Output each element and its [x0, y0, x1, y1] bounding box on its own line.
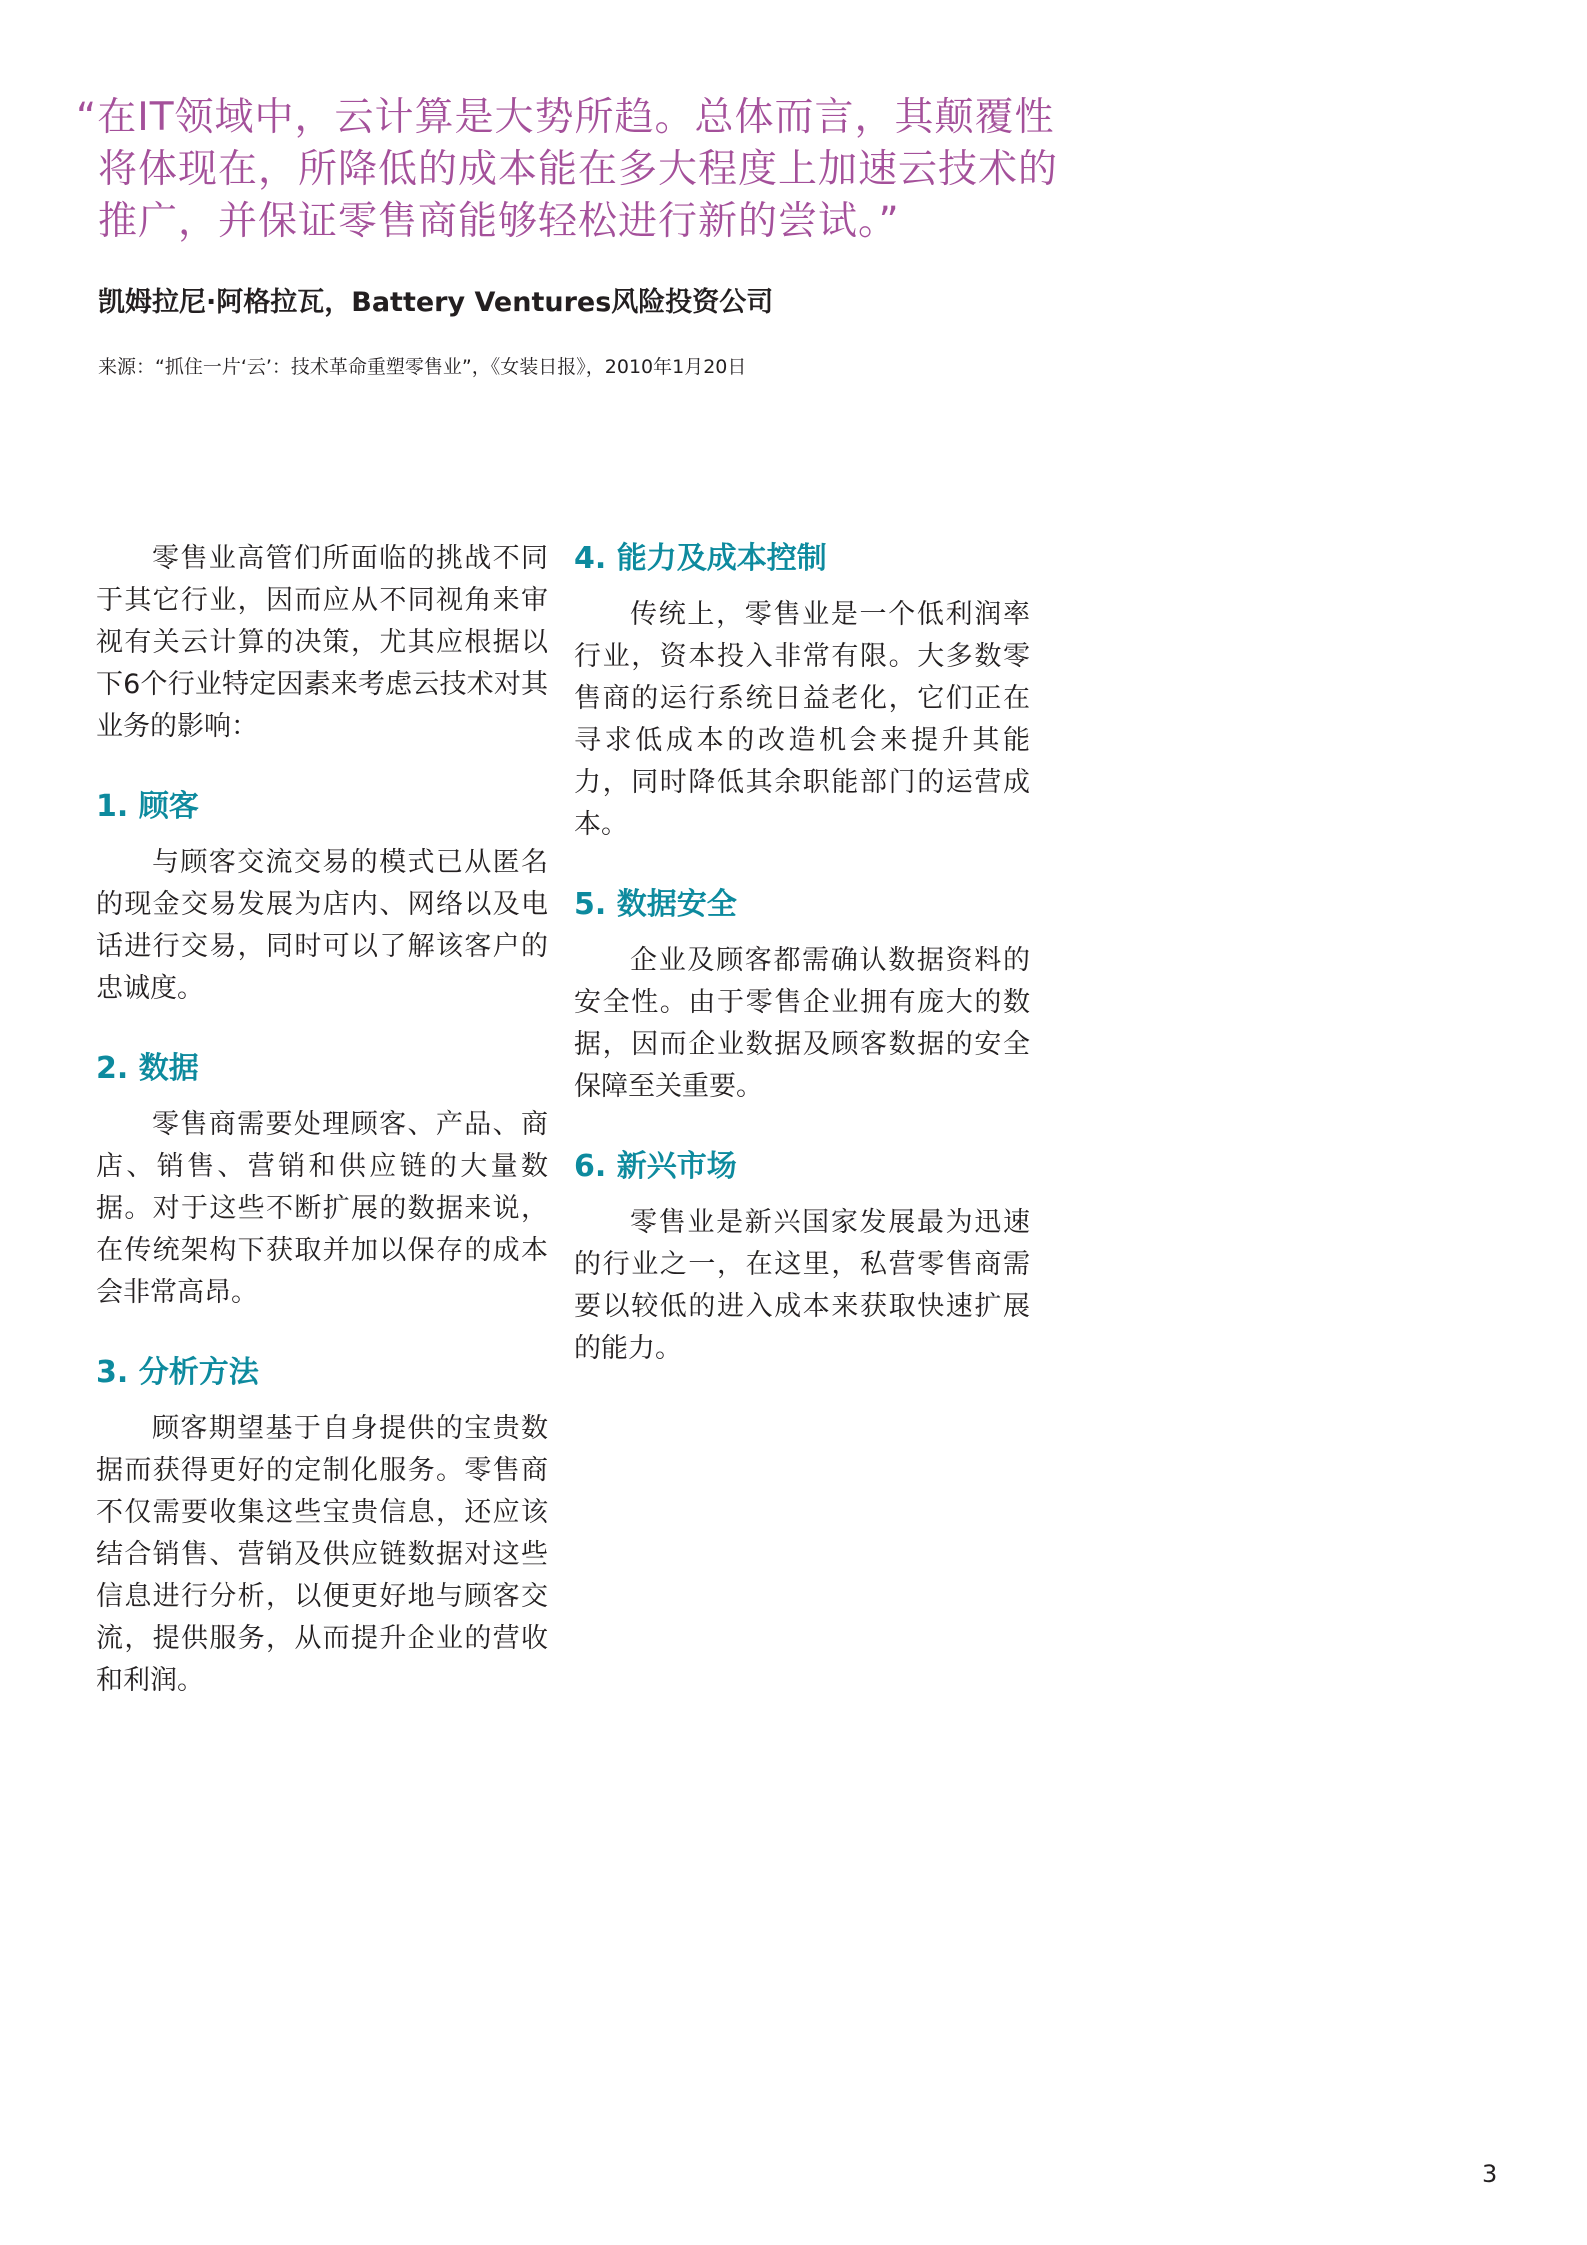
quote-line-2: 将体现在，所降低的成本能在多大程度上加速云技术的: [98, 147, 1059, 192]
intro-paragraph: 零售业高管们所面临的挑战不同于其它行业，因而应从不同视角来审视有关云计算的决策，尤其应根据以下6个行业特定因素来考虑云技术对其业务的影响：: [96, 543, 548, 742]
quote-attribution: 凯姆拉尼·阿格拉瓦，Battery Ventures风险投资公司: [98, 287, 774, 318]
section-heading-data: 2. 数据: [96, 1051, 199, 1086]
section-heading-emerging-markets: 6. 新兴市场: [574, 1149, 737, 1184]
left-column: [96, 540, 548, 1740]
pull-quote: [76, 92, 1059, 248]
section-heading-analytics: 3. 分析方法: [96, 1355, 259, 1390]
section-heading-data-security: 5. 数据安全: [574, 887, 737, 922]
page-number: 3: [1482, 2160, 1498, 2188]
section-body-data-security: 企业及顾客都需确认数据资料的安全性。由于零售企业拥有庞大的数据，因而企业数据及顾客数据的安全保障至关重要。: [574, 945, 1030, 1102]
section-body-customers: 与顾客交流交易的模式已从匿名的现金交易发展为店内、网络以及电话进行交易，同时可以了解该客户的忠诚度。: [96, 847, 548, 1004]
quote-line-1: “在IT领域中，云计算是大势所趋。总体而言，其颠覆性: [76, 95, 1055, 140]
section-body-analytics: 顾客期望基于自身提供的宝贵数据而获得更好的定制化服务。零售商不仅需要收集这些宝贵信息，还应该结合销售、营销及供应链数据对这些信息进行分析，以便更好地与顾客交流，提供服务，从而提升企业的营收和利润。: [96, 1413, 548, 1696]
right-column: [574, 540, 1030, 1408]
section-body-data: 零售商需要处理顾客、产品、商店、销售、营销和供应链的大量数据。对于这些不断扩展的数据来说，在传统架构下获取并加以保存的成本会非常高昂。: [96, 1109, 548, 1308]
section-heading-customers: 1. 顾客: [96, 789, 199, 824]
quote-line-3: 推广，并保证零售商能够轻松进行新的尝试。”: [98, 199, 900, 244]
section-body-emerging-markets: 零售业是新兴国家发展最为迅速的行业之一，在这里，私营零售商需要以较低的进入成本来获取快速扩展的能力。: [574, 1207, 1030, 1364]
section-heading-capability-cost: 4. 能力及成本控制: [574, 541, 827, 576]
section-body-capability-cost: 传统上，零售业是一个低利润率行业，资本投入非常有限。大多数零售商的运行系统日益老化，它们正在寻求低成本的改造机会来提升其能力，同时降低其余职能部门的运营成本。: [574, 599, 1030, 840]
quote-source: 来源：“抓住一片‘云’：技术革命重塑零售业”，《女装日报》，2010年1月20日: [98, 356, 747, 378]
